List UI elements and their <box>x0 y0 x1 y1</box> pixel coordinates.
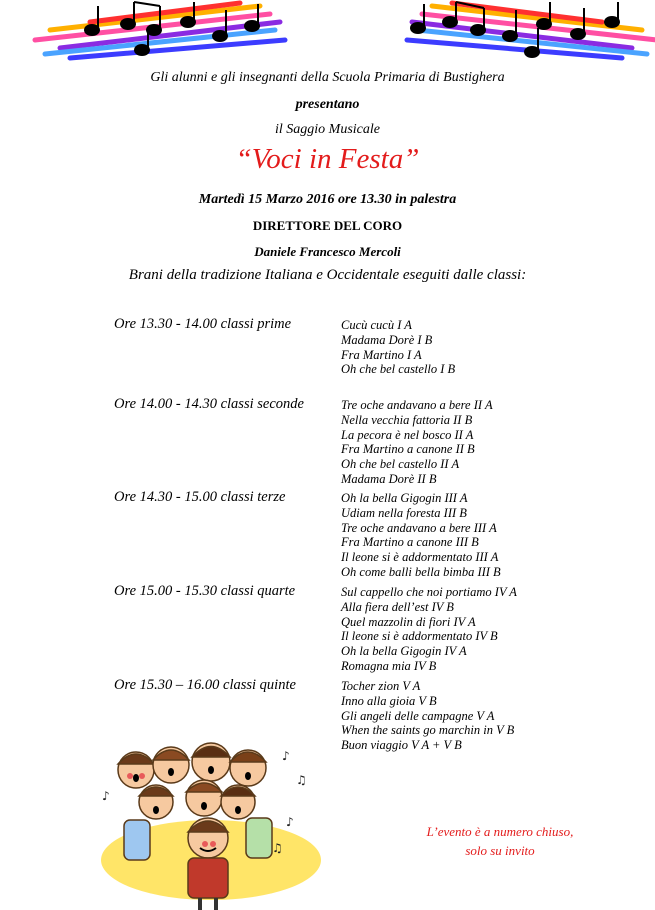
song-item: Fra Martino a canone III B <box>341 535 479 550</box>
svg-text:♫: ♫ <box>296 773 307 787</box>
session-time: Ore 14.00 - 14.30 classi seconde <box>114 396 304 412</box>
song-item: Romagna mia IV B <box>341 658 437 673</box>
song-list <box>341 318 455 377</box>
song-item: Fra Martino a canone II B <box>341 442 475 457</box>
song-item: Udiam nella foresta III B <box>341 505 467 520</box>
music-notes-banner-right-icon <box>392 0 655 62</box>
song-item: Tre oche andavano a bere III A <box>341 520 497 535</box>
event-date: Martedì 15 Marzo 2016 ore 13.30 in palestra <box>198 192 457 207</box>
song-item: Sul cappello che noi portiamo IV A <box>341 585 517 599</box>
song-item: Oh che bel castello II A <box>341 457 460 472</box>
svg-text:♪: ♪ <box>282 749 290 763</box>
song-item: Madama Dorè I B <box>341 332 433 347</box>
access-note-line1: L’evento è a numero chiuso, <box>426 824 574 839</box>
session-time: Ore 15.30 – 16.00 classi quinte <box>114 677 296 693</box>
song-list <box>341 679 514 753</box>
session-time: Ore 13.30 - 14.00 classi prime <box>114 316 292 332</box>
song-item: La pecora è nel bosco II A <box>341 427 474 442</box>
song-item: Cucù cucù I A <box>341 318 412 332</box>
song-item: Oh la bella Gigogin III A <box>341 491 468 505</box>
access-note <box>390 822 610 860</box>
song-item: Il leone si è addormentato IV B <box>341 629 498 644</box>
song-item: Gli angeli delle campagne V A <box>341 708 495 723</box>
svg-text:♫: ♫ <box>272 841 283 855</box>
song-item: Inno alla gioia V B <box>341 693 437 708</box>
song-item: Oh la bella Gigogin IV A <box>341 644 467 659</box>
presents-line: presentano <box>295 97 360 112</box>
svg-text:♪: ♪ <box>102 789 110 803</box>
song-item: Madama Dorè II B <box>341 471 437 486</box>
song-item: Tocher zion V A <box>341 679 421 693</box>
song-item: Alla fiera dell’est IV B <box>341 599 454 614</box>
director-name: Daniele Francesco Mercoli <box>254 244 401 259</box>
song-item: Fra Martino I A <box>341 347 422 362</box>
children-choir-illustration-icon <box>96 740 326 910</box>
song-list <box>341 491 501 580</box>
song-item: When the saints go marchin in V B <box>341 723 515 738</box>
song-list <box>341 398 493 487</box>
song-list <box>341 585 517 674</box>
director-heading: DIRETTORE DEL CORO <box>252 218 403 233</box>
song-item: Oh che bel castello I B <box>341 362 456 377</box>
session-time: Ore 14.30 - 15.00 classi terze <box>114 489 286 505</box>
song-item: Il leone si è addormentato III A <box>341 550 499 565</box>
access-note-line2: solo su invito <box>465 843 535 858</box>
music-notes-banner-left-icon <box>30 0 300 62</box>
event-title: “Voci in Festa” <box>235 143 420 175</box>
song-item: Nella vecchia fattoria II B <box>341 412 473 427</box>
song-item: Tre oche andavano a bere II A <box>341 398 493 412</box>
song-item: Oh come balli bella bimba III B <box>341 564 501 579</box>
event-type-line: il Saggio Musicale <box>275 122 380 137</box>
session-time: Ore 15.00 - 15.30 classi quarte <box>114 583 296 599</box>
organizer-line: Gli alunni e gli insegnanti della Scuola Primaria di Bustighera <box>150 70 505 85</box>
program-subtitle: Brani della tradizione Italiana e Occidentale eseguiti dalle classi: <box>128 267 527 283</box>
song-item: Quel mazzolin di fiori IV A <box>341 614 476 629</box>
song-item: Buon viaggio V A + V B <box>341 738 462 753</box>
svg-text:♪: ♪ <box>286 815 294 829</box>
